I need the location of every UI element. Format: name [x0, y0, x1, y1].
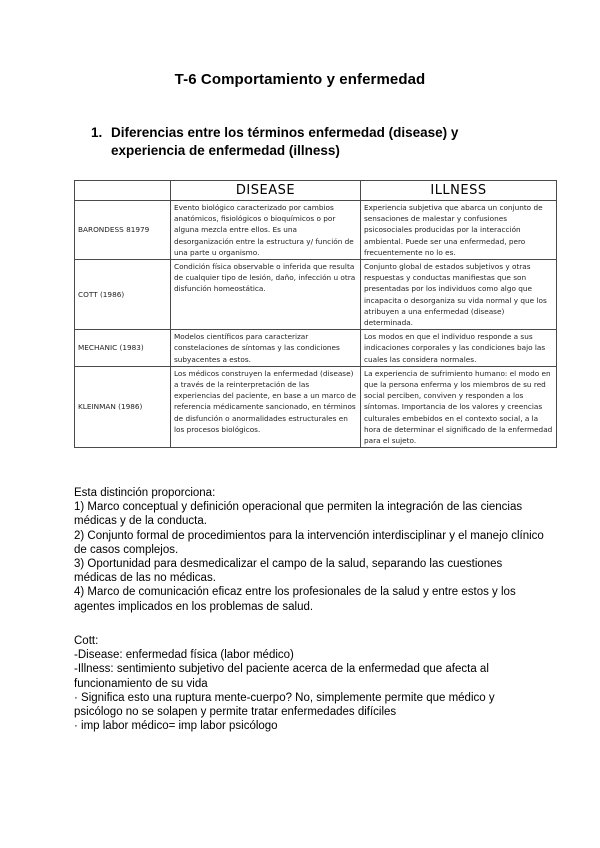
section-heading-text: Diferencias entre los términos enfermedad (disease) y experiencia de enfermedad (illness): [111, 125, 459, 158]
author-cell: MECHANIC (1983): [75, 330, 171, 367]
section-heading: [91, 124, 531, 160]
author-cell: KLEINMAN (1986): [75, 366, 171, 447]
header-empty: [75, 181, 171, 201]
illness-cell: Conjunto global de estados subjetivos y otras respuestas y conductas manifiestas que son presentadas por los individuos como algo que incapacita o desorganiza su vida normal y que los atribuyen a una enfermedad (disease) determinada.: [361, 260, 557, 330]
cott-line: · imp labor médico= imp labor psicólogo: [74, 720, 278, 733]
header-illness: ILLNESS: [361, 181, 557, 201]
disease-cell: Condición física observable o inferida que resulta de cualquier tipo de lesión, daño, infección u otra disfunción homeostática.: [171, 260, 361, 330]
cott-line: -Illness: sentimiento subjetivo del paciente acerca de la enfermedad que afecta al funcionamiento de su vida: [74, 663, 489, 690]
disease-cell: Los médicos construyen la enfermedad (disease) a través de la reinterpretación de las experiencias del paciente, en base a un marco de referencia médicamente sancionado, en términos de disfunción o anormalidades estructurales en los procesos biológicos.: [171, 366, 361, 447]
disease-cell: Modelos científicos para caracterizar constelaciones de síntomas y las condiciones subyacentes a estos.: [171, 330, 361, 367]
table-row: [75, 260, 557, 330]
illness-cell: Los modos en que el individuo responde a sus indicaciones corporales y las condiciones bajo las cuales las considera normales.: [361, 330, 557, 367]
distinction-item: 3) Oportunidad para desmedicalizar el campo de la salud, separando las cuestiones médicas de las no médicas.: [74, 558, 503, 585]
header-disease: DISEASE: [171, 181, 361, 201]
illness-cell: La experiencia de sufrimiento humano: el modo en que la persona enferma y los miembros de su red social perciben, conviven y responden a los síntomas. Importancia de los valores y creencias culturales embebidos en el contexto social, a la hora de determinar el significado de la enfermedad para el sujeto.: [361, 366, 557, 447]
distinction-item: 4) Marco de comunicación eficaz entre los profesionales de la salud y entre estos y los agentes implicados en los problemas de salud.: [74, 586, 516, 613]
distinction-block: [74, 486, 544, 614]
disease-cell: Evento biológico caracterizado por cambios anatómicos, fisiológicos o bioquímicos o por alguna mezcla entre ellos. Es una desorganización entre la estructura y/ función de una parte u organismo.: [171, 201, 361, 260]
distinction-item: 1) Marco conceptual y definición operacional que permiten la integración de las ciencias médicas y de la conducta.: [74, 501, 523, 528]
comparison-table: [74, 180, 557, 448]
distinction-item: 2) Conjunto formal de procedimientos para la intervención interdisciplinar y el manejo clínico de casos complejos.: [74, 529, 544, 556]
cott-block: [74, 634, 544, 733]
section-number: 1.: [91, 125, 103, 140]
cott-heading: Cott:: [74, 635, 99, 647]
cott-line: · Significa esto una ruptura mente-cuerpo? No, simplemente permite que médico y psicólogo no se solapen y permite tratar enfermedades difíciles: [74, 691, 495, 719]
cott-line: -Disease: enfermedad física (labor médico): [74, 649, 294, 662]
table-row: [75, 330, 557, 367]
table-header-row: [75, 181, 557, 201]
table-row: [75, 201, 557, 260]
illness-cell: Experiencia subjetiva que abarca un conjunto de sensaciones de malestar y confusiones psicosociales producidas por la interacción ambiental. Puede ser una enfermedad, pero frecuentemente no lo es.: [361, 201, 557, 260]
author-cell: COTT (1986): [75, 260, 171, 330]
distinction-intro: Esta distinción proporciona:: [74, 487, 216, 499]
author-cell: BARONDESS 81979: [75, 201, 171, 260]
page-title: T-6 Comportamiento y enfermedad: [174, 71, 426, 88]
table-row: [75, 366, 557, 447]
